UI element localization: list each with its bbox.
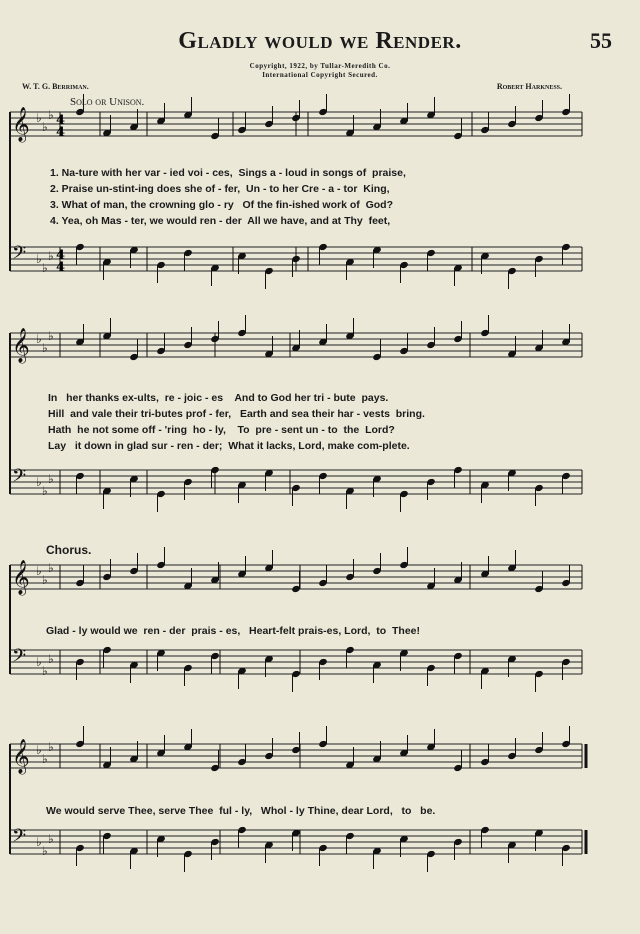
bass-clef-icon: 𝄢 (12, 646, 27, 671)
flat-icon: ♭ (42, 120, 48, 134)
flat-icon: ♭ (42, 664, 48, 678)
treble-clef-icon: 𝄞 (12, 739, 30, 774)
flat-icon: ♭ (36, 111, 42, 125)
flat-icon: ♭ (48, 561, 54, 575)
flat-icon: ♭ (36, 743, 42, 757)
verse-continuation-1: In her thanks ex-ults, re - joic - es And to God her tri - bute pays. (48, 392, 389, 404)
verse-line-1: 1. Na-ture with her var - ied voi - ces, Sings a - loud in songs of praise, (50, 167, 406, 179)
flat-icon: ♭ (48, 249, 54, 263)
flat-icon: ♭ (48, 108, 54, 122)
treble-clef-icon: 𝄞 (12, 107, 30, 142)
bass-clef-icon: 𝄢 (12, 243, 27, 268)
verse-line-3: 3. What of man, the crowning glo - ry Of the fin-ished work of God? (50, 199, 393, 211)
time-signature-icon: 4 (56, 260, 66, 275)
flat-icon: ♭ (48, 740, 54, 754)
bass-clef-icon: 𝄢 (12, 466, 27, 491)
flat-icon: ♭ (36, 252, 42, 266)
flat-icon: ♭ (36, 835, 42, 849)
bass-clef-icon: 𝄢 (12, 826, 27, 851)
flat-icon: ♭ (42, 261, 48, 275)
verse-line-4: 4. Yea, oh Mas - ter, we would ren - der All we have, and at Thy feet, (50, 215, 391, 227)
flat-icon: ♭ (36, 332, 42, 346)
verse-line-2: 2. Praise un-stint-ing does she of - fer, Un - to her Cre - a - tor King, (50, 183, 390, 195)
time-signature-icon: 4 (56, 125, 66, 140)
page-number: 55 (590, 28, 612, 53)
flat-icon: ♭ (42, 752, 48, 766)
lyricist-credit: W. T. G. Berriman. (22, 82, 89, 91)
copyright-line-1: Copyright, 1922, by Tullar-Meredith Co. (249, 62, 391, 70)
verse-continuation-2: Hill and vale their tri-butes prof - fer, Earth and sea their har - vests bring. (48, 408, 425, 420)
copyright-line-2: International Copyright Secured. (262, 71, 378, 79)
hymn-title: Gladly would we Render. (178, 28, 462, 54)
chorus-lyric-1: Glad - ly would we ren - der prais - es, Heart-felt prais-es, Lord, to Thee! (46, 625, 420, 637)
flat-icon: ♭ (48, 329, 54, 343)
composer-credit: Robert Harkness. (496, 82, 562, 91)
time-signature-icon: 4 (56, 248, 66, 263)
time-signature-icon: 4 (56, 113, 66, 128)
flat-icon: ♭ (36, 564, 42, 578)
flat-icon: ♭ (48, 472, 54, 486)
flat-icon: ♭ (48, 652, 54, 666)
treble-clef-icon: 𝄞 (12, 560, 30, 595)
flat-icon: ♭ (42, 573, 48, 587)
flat-icon: ♭ (48, 832, 54, 846)
chorus-label: Chorus. (46, 543, 92, 557)
flat-icon: ♭ (36, 655, 42, 669)
flat-icon: ♭ (42, 484, 48, 498)
flat-icon: ♭ (42, 844, 48, 858)
verse-continuation-3: Hath he not some off - 'ring ho - ly, To pre - sent un - to the Lord? (48, 424, 395, 436)
chorus-lyric-2: We would serve Thee, serve Thee ful - ly, Whol - ly Thine, dear Lord, to be. (46, 805, 436, 817)
verse-continuation-4: Lay it down in glad sur - ren - der; What it lacks, Lord, make com-plete. (48, 440, 410, 452)
flat-icon: ♭ (42, 341, 48, 355)
flat-icon: ♭ (36, 475, 42, 489)
treble-clef-icon: 𝄞 (12, 328, 30, 363)
performance-instruction: Solo or Unison. (70, 96, 145, 108)
